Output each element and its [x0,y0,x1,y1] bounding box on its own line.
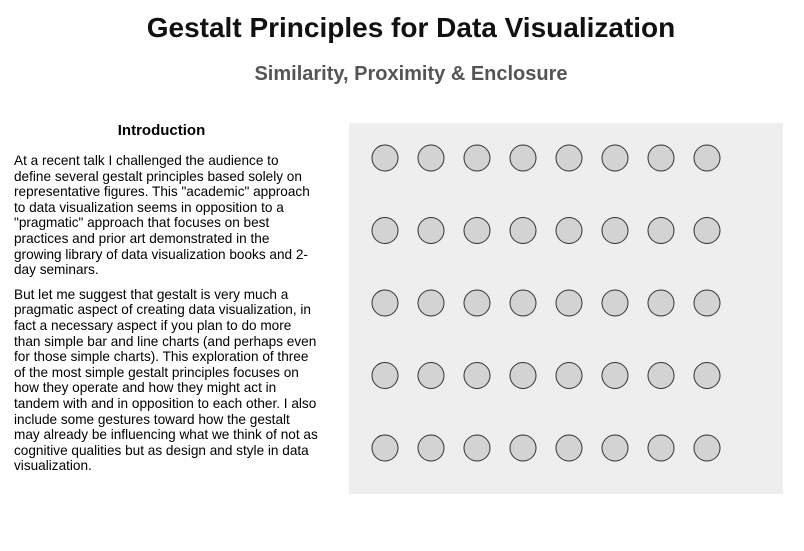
page-subtitle: Similarity, Proximity & Enclosure [254,63,568,85]
grid-dot [648,435,674,461]
grid-dot [602,145,628,171]
grid-dot [372,363,398,389]
grid-dot [464,145,490,171]
intro-paragraph-2: But let me suggest that gestalt is very much a pragmatic aspect of creating data visualization, in fact a necessary aspect if you plan to do more than simple bar and line charts (and perhaps even for those simple charts). This exploration of three of the most simple gestalt principles focuses on how they operate and how they might act in tandem with and in opposition to each other. I also include some gestures toward how the gestalt may already be influencing what we think of not as cognitive qualities but as design and style in data visualization. [14,286,318,474]
grid-dot [418,290,444,316]
grid-dot [372,218,398,244]
grid-dot [464,218,490,244]
grid-dot [372,435,398,461]
page-title: Gestalt Principles for Data Visualization [146,12,676,43]
grid-dot [418,145,444,171]
grid-dot [464,363,490,389]
grid-dot [372,290,398,316]
grid-dot [418,218,444,244]
introduction-heading: Introduction [117,122,206,139]
grid-dot [510,435,536,461]
grid-dot [694,290,720,316]
grid-dot [648,290,674,316]
grid-dot [694,435,720,461]
grid-dot [602,435,628,461]
grid-dot [510,363,536,389]
grid-dot [694,145,720,171]
grid-dot [648,145,674,171]
grid-dot [694,218,720,244]
dot-grid-figure [349,123,783,494]
grid-dot [556,290,582,316]
grid-dot [556,145,582,171]
grid-dot [556,218,582,244]
grid-dot [510,218,536,244]
grid-dot [602,290,628,316]
grid-dot [694,363,720,389]
grid-dot [602,218,628,244]
intro-paragraph-1: At a recent talk I challenged the audience to define several gestalt principles based solely on representative figures. This "academic" approach to data visualization seems in opposition to a "pragmatic" approach that focuses on best practices and prior art demonstrated in the growing library of data visualization books and 2-day seminars. [14,153,310,278]
grid-dot [372,145,398,171]
grid-dot [464,290,490,316]
grid-dot [648,218,674,244]
grid-dot [648,363,674,389]
grid-dot [602,363,628,389]
grid-dot [510,145,536,171]
grid-dot [418,435,444,461]
introduction-section [14,120,319,483]
grid-dot [510,290,536,316]
grid-dot [418,363,444,389]
gestalt-figure-panel [349,123,783,494]
grid-dot [556,363,582,389]
grid-dot [556,435,582,461]
grid-dot [464,435,490,461]
